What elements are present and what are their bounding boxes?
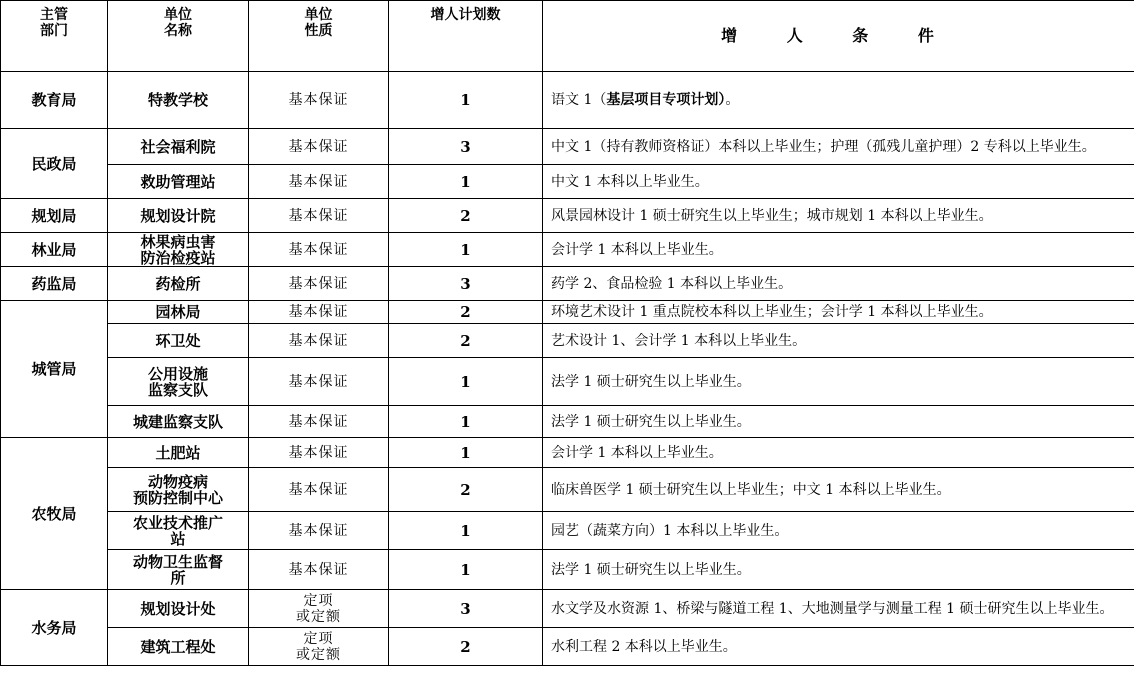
conditions-cell (543, 199, 1134, 233)
conditions-cell (543, 129, 1134, 165)
count-text: 3 (460, 137, 471, 156)
conditions-cell (543, 301, 1134, 324)
table-row (1, 628, 1134, 666)
count-cell (389, 550, 543, 590)
unit-name-cell (108, 129, 249, 165)
unit-nature-cell (249, 129, 389, 165)
header-conditions-text: 增 人 条 件 (721, 25, 956, 45)
unit-name-text: 规划设计院 (140, 206, 216, 225)
header-unit-nature (249, 1, 389, 72)
count-text: 1 (460, 521, 471, 540)
table-row (1, 233, 1134, 267)
dept-cell (1, 233, 108, 267)
header-count-text: 增人计划数 (430, 7, 501, 23)
unit-nature-cell (249, 468, 389, 512)
conditions-cell (543, 438, 1134, 468)
conditions-text: 艺术设计 1、会计学 1 本科以上毕业生。 (551, 332, 807, 349)
unit-nature-text: 基本保证 (288, 173, 349, 190)
count-cell (389, 129, 543, 165)
dept-cell (1, 590, 108, 666)
unit-name-text: 建筑工程处 (140, 637, 216, 656)
count-text: 1 (460, 240, 471, 259)
table-row (1, 324, 1134, 358)
unit-name-cell (108, 267, 249, 301)
unit-name-cell (108, 72, 249, 129)
unit-nature-cell (249, 72, 389, 129)
header-dept (1, 1, 108, 72)
header-unit-nature-text: 单位 性质 (304, 7, 333, 39)
count-cell (389, 165, 543, 199)
unit-name-cell (108, 165, 249, 199)
dept-text: 民政局 (31, 154, 77, 173)
unit-nature-text: 基本保证 (288, 444, 349, 461)
conditions-cell (543, 324, 1134, 358)
count-text: 2 (460, 303, 471, 321)
conditions-text: 中文 1 本科以上毕业生。 (551, 173, 709, 190)
count-cell (389, 590, 543, 628)
table-row (1, 267, 1134, 301)
conditions-text-pre: 语文 1（ (551, 92, 607, 108)
unit-name-cell (108, 468, 249, 512)
count-text: 1 (460, 443, 471, 462)
unit-nature-text: 基本保证 (288, 92, 349, 108)
unit-nature-cell (249, 512, 389, 550)
dept-cell (1, 267, 108, 301)
count-text: 2 (460, 637, 471, 656)
unit-name-text: 城建监察支队 (132, 412, 223, 431)
count-text: 3 (460, 274, 471, 293)
count-text: 1 (460, 372, 471, 391)
unit-nature-text: 定项 或定额 (296, 630, 341, 663)
count-cell (389, 468, 543, 512)
conditions-text: 会计学 1 本科以上毕业生。 (551, 241, 723, 258)
dept-text: 水务局 (31, 618, 77, 637)
conditions-text: 水文学及水资源 1、桥梁与隧道工程 1、大地测量学与测量工程 1 硕士研究生以上毕业生。 (551, 600, 1114, 617)
count-cell (389, 358, 543, 406)
count-text: 2 (460, 331, 471, 350)
conditions-cell (543, 512, 1134, 550)
conditions-cell (543, 406, 1134, 438)
conditions-cell (543, 72, 1134, 129)
unit-nature-text: 基本保证 (288, 275, 349, 292)
unit-nature-cell (249, 590, 389, 628)
conditions-cell (543, 267, 1134, 301)
dept-text: 规划局 (31, 206, 77, 225)
dept-text: 教育局 (31, 91, 77, 109)
table-row (1, 590, 1134, 628)
count-cell (389, 512, 543, 550)
count-text: 1 (460, 560, 471, 579)
conditions-text: 中文 1（持有教师资格证）本科以上毕业生；护理（孤残儿童护理）2 专科以上毕业生。 (551, 138, 1096, 155)
table-row (1, 129, 1134, 165)
unit-nature-cell (249, 324, 389, 358)
count-cell (389, 72, 543, 129)
dept-cell (1, 129, 108, 199)
conditions-text: 会计学 1 本科以上毕业生。 (551, 444, 723, 461)
unit-name-cell (108, 406, 249, 438)
conditions-text: 环境艺术设计 1 重点院校本科以上毕业生；会计学 1 本科以上毕业生。 (551, 304, 993, 320)
unit-name-text: 动物疫病 预防控制中心 (132, 472, 223, 507)
header-unit-name-text: 单位 名称 (164, 7, 192, 39)
count-text: 1 (460, 172, 471, 191)
unit-name-cell (108, 628, 249, 666)
count-text: 2 (460, 206, 471, 225)
conditions-text: 水利工程 2 本科以上毕业生。 (551, 638, 737, 655)
unit-name-cell (108, 233, 249, 267)
count-text: 1 (460, 91, 471, 109)
count-cell (389, 438, 543, 468)
table-row (1, 72, 1134, 129)
unit-name-text: 园林局 (155, 303, 201, 321)
header-dept-text: 主管 部门 (40, 7, 68, 39)
unit-nature-text: 基本保证 (288, 241, 349, 258)
unit-nature-cell (249, 438, 389, 468)
dept-text: 城管局 (31, 360, 77, 378)
count-cell (389, 324, 543, 358)
conditions-text: 风景园林设计 1 硕士研究生以上毕业生；城市规划 1 本科以上毕业生。 (551, 207, 993, 224)
unit-nature-text: 基本保证 (288, 481, 349, 498)
dept-cell (1, 438, 108, 590)
unit-nature-text: 基本保证 (288, 373, 349, 390)
unit-name-cell (108, 550, 249, 590)
unit-nature-cell (249, 628, 389, 666)
unit-name-text: 动物卫生监督 所 (132, 552, 223, 587)
unit-nature-cell (249, 165, 389, 199)
conditions-text-post: 。 (725, 92, 740, 108)
unit-nature-text: 基本保证 (288, 522, 349, 539)
header-conditions (543, 1, 1134, 72)
conditions-cell (543, 590, 1134, 628)
unit-name-text: 土肥站 (155, 443, 201, 462)
unit-nature-text: 基本保证 (288, 138, 349, 155)
dept-text: 药监局 (31, 274, 77, 293)
conditions-cell (543, 165, 1134, 199)
conditions-cell (543, 468, 1134, 512)
table-row (1, 512, 1134, 550)
unit-name-text: 特教学校 (147, 91, 208, 109)
unit-nature-text: 定项 或定额 (296, 592, 341, 625)
unit-name-cell (108, 590, 249, 628)
table-header-row (1, 1, 1134, 72)
unit-name-text: 公用设施 监察支队 (147, 364, 208, 399)
count-text: 2 (460, 480, 471, 499)
header-count (389, 1, 543, 72)
unit-name-text: 农业技术推广 站 (132, 513, 223, 548)
unit-name-cell (108, 199, 249, 233)
conditions-cell (543, 628, 1134, 666)
unit-nature-cell (249, 267, 389, 301)
unit-nature-cell (249, 550, 389, 590)
table-row (1, 358, 1134, 406)
conditions-text: 园艺（蔬菜方向）1 本科以上毕业生。 (551, 522, 789, 539)
unit-nature-text: 基本保证 (288, 207, 349, 224)
unit-name-text: 林果病虫害 防治检疫站 (140, 232, 216, 267)
unit-nature-text: 基本保证 (288, 413, 349, 430)
unit-nature-cell (249, 233, 389, 267)
conditions-cell (543, 550, 1134, 590)
unit-name-cell (108, 301, 249, 324)
conditions-text: 法学 1 硕士研究生以上毕业生。 (551, 413, 751, 430)
count-cell (389, 301, 543, 324)
dept-cell (1, 301, 108, 438)
unit-nature-text: 基本保证 (288, 304, 349, 320)
conditions-text: 法学 1 硕士研究生以上毕业生。 (551, 373, 751, 390)
table-row (1, 199, 1134, 233)
conditions-cell (543, 358, 1134, 406)
header-unit-name (108, 1, 249, 72)
unit-nature-cell (249, 358, 389, 406)
conditions-text: 药学 2、食品检验 1 本科以上毕业生。 (551, 275, 793, 292)
unit-name-cell (108, 512, 249, 550)
unit-nature-cell (249, 301, 389, 324)
unit-name-cell (108, 324, 249, 358)
table-row (1, 468, 1134, 512)
unit-nature-cell (249, 199, 389, 233)
conditions-text: 法学 1 硕士研究生以上毕业生。 (551, 561, 751, 578)
unit-name-text: 救助管理站 (140, 172, 216, 191)
unit-name-text: 环卫处 (155, 331, 201, 350)
unit-nature-text: 基本保证 (288, 332, 349, 349)
count-cell (389, 406, 543, 438)
unit-nature-text: 基本保证 (288, 561, 349, 578)
count-text: 1 (460, 412, 471, 431)
dept-cell (1, 199, 108, 233)
conditions-text-bold: 基层项目专项计划） (606, 92, 726, 108)
conditions-text: 临床兽医学 1 硕士研究生以上毕业生；中文 1 本科以上毕业生。 (551, 481, 951, 498)
table-row (1, 438, 1134, 468)
unit-name-text: 药检所 (155, 274, 201, 293)
count-cell (389, 233, 543, 267)
conditions-cell (543, 233, 1134, 267)
unit-nature-cell (249, 406, 389, 438)
count-cell (389, 199, 543, 233)
dept-text: 农牧局 (31, 504, 77, 523)
count-cell (389, 628, 543, 666)
unit-name-cell (108, 438, 249, 468)
table-row (1, 165, 1134, 199)
unit-name-cell (108, 358, 249, 406)
dept-cell (1, 72, 108, 129)
unit-name-text: 社会福利院 (140, 137, 216, 156)
count-text: 3 (460, 599, 471, 618)
unit-name-text: 规划设计处 (140, 599, 216, 618)
table-row (1, 406, 1134, 438)
table-row (1, 550, 1134, 590)
dept-text: 林业局 (31, 240, 77, 259)
table-row (1, 301, 1134, 324)
count-cell (389, 267, 543, 301)
